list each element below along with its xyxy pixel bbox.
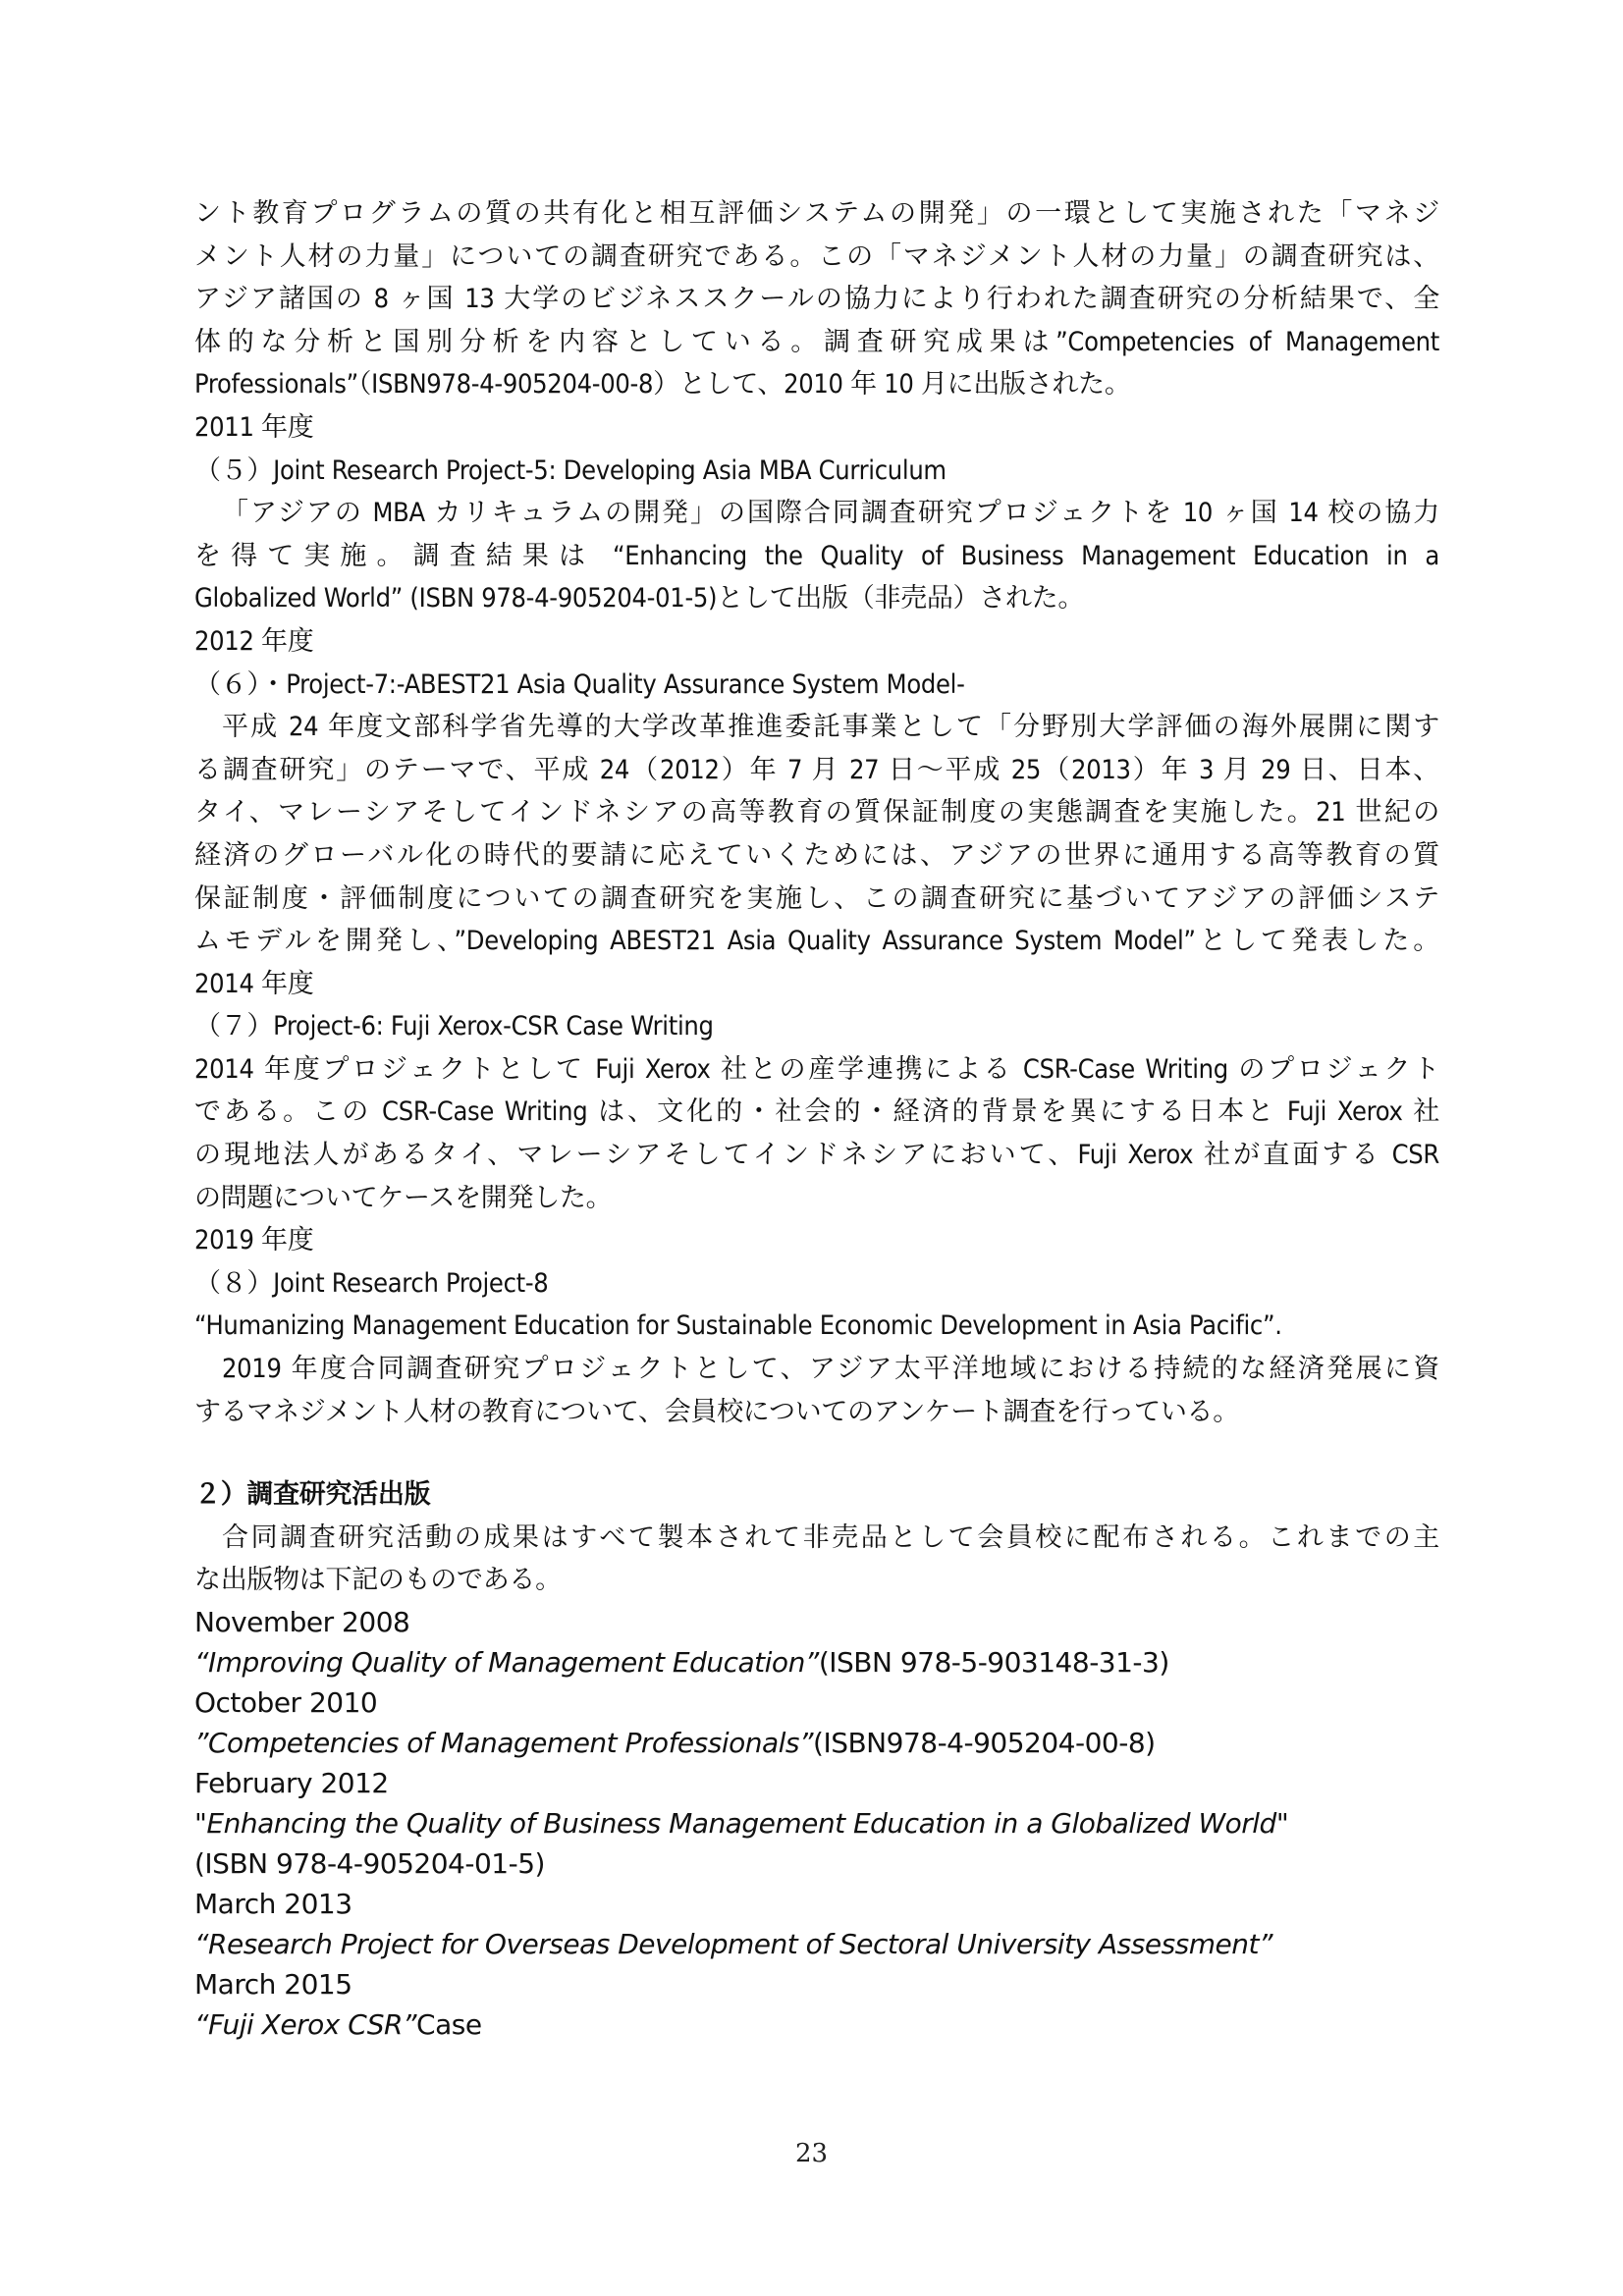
document-body (194, 192, 1439, 2045)
paragraph-line: 合同調査研究活動の成果はすべて製本されて非売品として会員校に配布される。これまでの主 (222, 1522, 1439, 1553)
paragraph-line: の問題についてケースを開発した。 (194, 1182, 613, 1213)
paragraph-line: するマネジメント人材の教育について、会員校についてのアンケート調査を行っている。 (194, 1396, 1239, 1427)
project-8-subtitle: “Humanizing Management Education for Sustainable Economic Development in Asia Pacific”. (194, 1310, 1282, 1342)
publication-title: “Improving Quality of Management Education” (194, 1646, 819, 1679)
year-label-2019: 2019 年度 (194, 1225, 314, 1256)
paragraph-line: タイ、マレーシアそしてインドネシアの高等教育の質保証制度の実態調査を実施した。21 世紀の (194, 797, 1439, 828)
publication-entry (194, 1642, 1439, 1682)
publication-list (194, 1602, 1439, 2045)
publication-date: October 2010 (194, 1686, 378, 1719)
year-label-2012: 2012 年度 (194, 625, 314, 657)
paragraph-line: 平成 24 年度文部科学省先導的大学改革推進委託事業として「分野別大学評価の海外展開に関す (222, 712, 1439, 743)
paragraph-line: 保証制度・評価制度についての調査研究を実施し、この調査研究に基づいてアジアの評価システ (194, 882, 1439, 914)
section-joint-research (194, 192, 1439, 1433)
publication-isbn: (ISBN978-4-905204-00-8) (813, 1727, 1156, 1759)
section-publications (194, 1473, 1439, 2045)
publication-entry (194, 1803, 1439, 1843)
year-label-2014: 2014 年度 (194, 968, 314, 999)
paragraph-line: ント教育プログラムの質の共有化と相互評価システムの開発」の一環として実施された「マネジ (194, 198, 1439, 229)
paragraph-line: Globalized World” (ISBN 978-4-905204-01-5)として出版（非売品）された。 (194, 583, 1085, 614)
publication-date: March 2015 (194, 1968, 352, 2001)
paragraph-line: る調査研究」のテーマで、平成 24（2012）年 7 月 27 日～平成 25（2013）年 3 月 29 日、日本、 (194, 754, 1439, 785)
publication-isbn: (ISBN 978-4-905204-01-5) (194, 1847, 545, 1880)
paragraph-line: 「アジアの MBA カリキュラムの開発」の国際合同調査研究プロジェクトを 10 ヶ国 14 校の協力 (222, 498, 1439, 529)
publication-entry (194, 1924, 1439, 1964)
publication-date: March 2013 (194, 1888, 352, 1920)
publication-date: February 2012 (194, 1767, 389, 1799)
paragraph-line: Professionals”（ISBN978-4-905204-00-8）として、2010 年 10 月に出版された。 (194, 369, 1131, 400)
project-8-title: （８）Joint Research Project-8 (194, 1267, 549, 1299)
paragraph-line: 2014 年度プロジェクトとして Fuji Xerox 社との産学連携による CSR-Case Writing のプロジェクト (194, 1053, 1439, 1085)
publication-entry (194, 1723, 1439, 1763)
paragraph-line: 経済のグローバル化の時代的要請に応えていくためには、アジアの世界に通用する高等教育の質 (194, 839, 1439, 871)
publication-type: Case (416, 2008, 482, 2041)
project-5-title: （５）Joint Research Project-5: Developing Asia MBA Curriculum (194, 454, 947, 486)
publication-title: ”Competencies of Management Professionals” (194, 1727, 814, 1759)
paragraph-line: ムモデルを開発し、”Developing ABEST21 Asia Quality Assurance System Model”として発表した。 (194, 926, 1439, 957)
publication-title: "Enhancing the Quality of Business Management Education in a Globalized World" (194, 1807, 1289, 1840)
page-number: 23 (794, 2139, 829, 2168)
paragraph-line: アジア諸国の 8 ヶ国 13 大学のビジネススクールの協力により行われた調査研究の分析結果で、全 (194, 284, 1439, 315)
publication-title: “Research Project for Overseas Development of Sectoral University Assessment” (194, 1928, 1272, 1960)
paragraph-line: の現地法人があるタイ、マレーシアそしてインドネシアにおいて、Fuji Xerox 社が直面する CSR (194, 1140, 1439, 1171)
section-heading: ２）調査研究活出版 (194, 1479, 431, 1511)
publication-entry (194, 2004, 1439, 2045)
paragraph-line: を得て実施。調査結果は “Enhancing the Quality of Business Management Education in a (194, 540, 1439, 571)
year-label-2011: 2011 年度 (194, 411, 314, 443)
project-7-title: （６）・Project-7:-ABEST21 Asia Quality Assurance System Model- (194, 668, 965, 700)
paragraph-line: である。この CSR-Case Writing は、文化的・社会的・経済的背景を異にする日本と Fuji Xerox 社 (194, 1096, 1439, 1128)
publication-title: “Fuji Xerox CSR” (194, 2008, 417, 2041)
project-6-title: （７）Project-6: Fuji Xerox-CSR Case Writing (194, 1011, 714, 1042)
paragraph-line: メント人材の力量」についての調査研究である。この「マネジメント人材の力量」の調査研究は、 (194, 240, 1439, 272)
publication-isbn: (ISBN 978-5-903148-31-3) (818, 1646, 1169, 1679)
paragraph-line: 2019 年度合同調査研究プロジェクトとして、アジア太平洋地域における持続的な経済発展に資 (222, 1354, 1439, 1385)
publication-date: November 2008 (194, 1606, 410, 1638)
paragraph-line: な出版物は下記のものである。 (194, 1565, 562, 1596)
paragraph-line: 体的な分析と国別分析を内容としている。調査研究成果は”Competencies of Management (194, 326, 1439, 357)
